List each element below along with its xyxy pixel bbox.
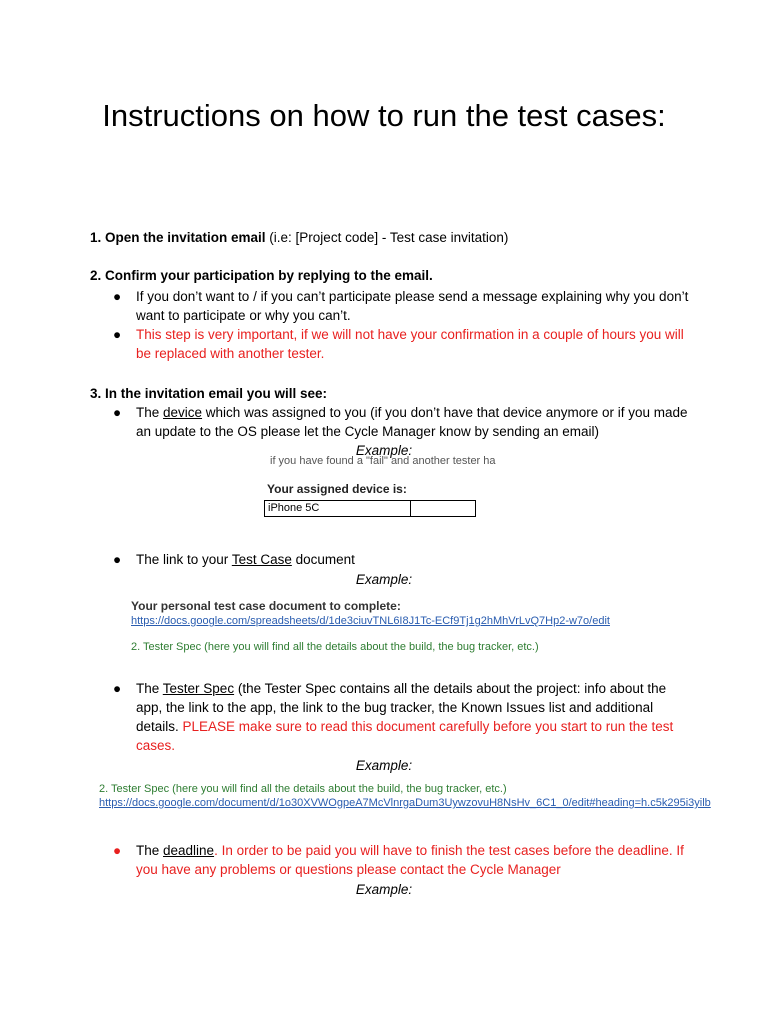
device-bullet — [113, 403, 693, 441]
example-label-2: Example: — [355, 572, 413, 587]
device-pre: The — [136, 405, 164, 420]
step-3-heading — [90, 384, 327, 403]
spec-shot-url[interactable]: https://docs.google.com/document/d/1o30XVWOgpeA7McVlnrgaDum3UywzovuH8NsHv_6C1_0/edit#heading=h.c5k295i3yilb — [99, 797, 711, 809]
example-label-3: Example: — [355, 758, 413, 773]
step-2-heading-text: 2. Confirm your participation by replying to the email. — [90, 268, 433, 283]
bullet-icon: ● — [113, 289, 122, 304]
step-1 — [90, 228, 508, 247]
document-title: Instructions on how to run the test cases: — [102, 98, 666, 133]
step-2-heading — [90, 266, 433, 285]
bullet-icon: ● — [113, 843, 122, 858]
bullet-icon: ● — [113, 552, 122, 567]
device-link[interactable]: device — [163, 405, 203, 420]
bullet-text-warning: This step is very important, if we will not have your confirmation in a couple of hours you will be replaced with another tester. — [136, 327, 684, 361]
step-2-bullet-2 — [113, 325, 693, 363]
testcase-bullet — [113, 550, 693, 569]
bullet-icon: ● — [113, 327, 122, 342]
testerspec-link[interactable]: Tester Spec — [162, 681, 235, 696]
device-shot-label: Your assigned device is: — [267, 482, 407, 496]
bullet-icon: ● — [113, 681, 122, 696]
step-2-bullet-1 — [113, 287, 693, 325]
step-3-heading-text: 3. In the invitation email you will see: — [90, 386, 328, 401]
device-shot-value: iPhone 5C — [265, 501, 411, 516]
testcase-pre: The link to your — [136, 552, 232, 567]
testerspec-post: (the Tester Spec contains all the details about the project: info about the app, the link to the app, the link to the bug tracker, the Known Issues list and additional details. — [136, 681, 667, 734]
deadline-pre: The — [136, 843, 164, 858]
testerspec-bullet — [113, 679, 693, 755]
spec-shot-text: 2. Tester Spec (here you will find all the details about the build, the bug tracker, etc.) — [99, 783, 507, 795]
deadline-link[interactable]: deadline — [163, 843, 215, 858]
testcase-shot-url[interactable]: https://docs.google.com/spreadsheets/d/1de3ciuvTNL6I8J1Tc-ECf9Tj1g2hMhVrLvQ7Hp2-w7o/edit — [131, 615, 610, 627]
device-shot-faded-text: if you have found a "fail" and another tester ha — [270, 456, 496, 467]
testerspec-warning: PLEASE make sure to read this document carefully before you start to run the test cases. — [136, 719, 674, 753]
example-label-4: Example: — [355, 882, 413, 897]
testcase-link[interactable]: Test Case — [231, 552, 292, 567]
testerspec-pre: The — [136, 681, 163, 696]
deadline-warning: . In order to be paid you will have to finish the test cases before the deadline. If you have any problems or questions please contact the Cycle Manager — [136, 843, 684, 877]
bullet-icon: ● — [113, 405, 122, 420]
step-1-detail: (i.e: [Project code] - Test case invitation) — [265, 230, 509, 245]
device-post: which was assigned to you (if you don’t have that device anymore or if you made an update to the OS please let the Cycle Manager know by sending an email) — [136, 405, 688, 439]
testcase-shot-label: Your personal test case document to complete: — [131, 599, 401, 613]
example-label-1: Example: — [355, 443, 413, 458]
testcase-shot-spec: 2. Tester Spec (here you will find all the details about the build, the bug tracker, etc.) — [131, 641, 539, 653]
deadline-bullet — [113, 841, 693, 879]
testcase-post: document — [291, 552, 355, 567]
step-1-heading: 1. Open the invitation email — [90, 230, 266, 245]
device-shot-table — [264, 500, 476, 517]
bullet-text: If you don’t want to / if you can’t participate please send a message explaining why you don’t want to participate or why you can’t. — [136, 289, 689, 323]
